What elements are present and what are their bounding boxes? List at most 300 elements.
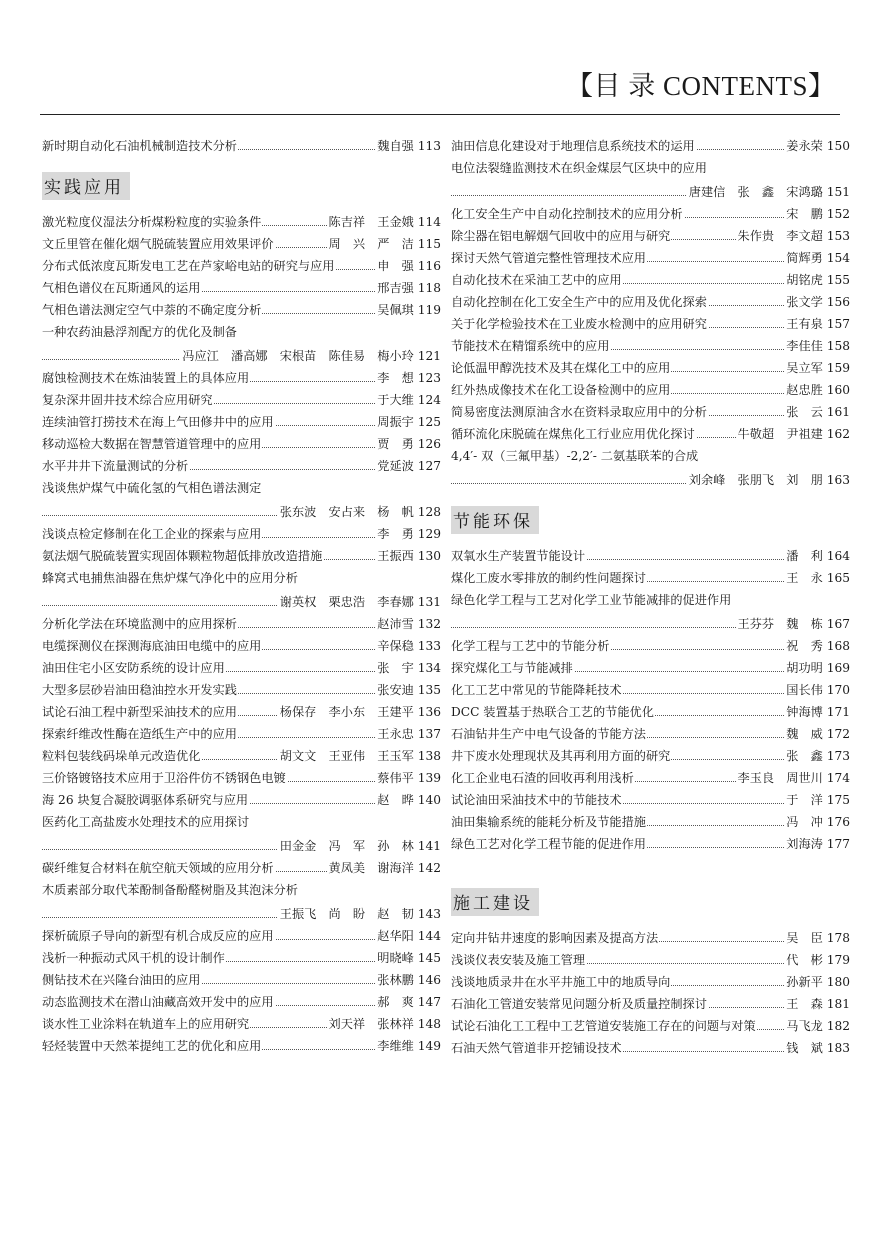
toc-entry[interactable] [42, 433, 441, 455]
toc-entry-authors: 周 兴 严 洁 [328, 237, 414, 251]
toc-entry-page: 165 [826, 571, 850, 585]
toc-entry-authors-page [784, 335, 850, 357]
toc-entry[interactable] [451, 589, 850, 635]
toc-entry[interactable] [451, 445, 850, 491]
toc-entry-authors: 简辉勇 [786, 251, 823, 265]
toc-entry-authors: 吴立军 [786, 361, 823, 375]
toc-entry-authors: 唐建信 张 鑫 宋鸿璐 [688, 185, 823, 199]
toc-entry[interactable] [42, 135, 441, 157]
toc-entry-authors-page [278, 835, 441, 857]
toc-entry-title: 浅谈焦炉煤气中硫化氢的气相色谱法测定 [42, 477, 261, 499]
toc-entry-authors-page [784, 723, 850, 745]
toc-entry-authors: 胡铭虎 [786, 273, 823, 287]
toc-entry-authors: 党延波 [377, 459, 414, 473]
toc-entry-authors-page [784, 357, 850, 379]
toc-entry-authors: 赵 晔 [377, 793, 414, 807]
toc-entry-authors-page [375, 255, 441, 277]
toc-entry[interactable] [451, 927, 850, 949]
toc-entry-page: 171 [826, 705, 850, 719]
toc-entry-title: 自动化控制在化工安全生产中的应用及优化探索 [451, 291, 708, 313]
toc-entry-title: 煤化工废水零排放的制约性问题探讨 [451, 567, 647, 589]
toc-entry[interactable] [42, 1035, 441, 1057]
toc-entry[interactable] [451, 833, 850, 855]
toc-entry-authors-page [375, 545, 441, 567]
toc-entry-title: 浅析一种振动式风干机的设计制作 [42, 947, 226, 969]
toc-entry-title: 木质素部分取代苯酚制备酚醛树脂及其泡沫分析 [42, 879, 298, 901]
toc-entry-authors: 胡文文 王亚伟 王玉军 [279, 749, 414, 763]
toc-entry-title: 新时期自动化石油机械制造技术分析 [42, 135, 238, 157]
toc-entry[interactable] [451, 745, 850, 767]
toc-entry-authors: 谢英权 栗忠浩 李春娜 [279, 595, 414, 609]
toc-entry-title: 简易密度法测原油含水在资料录取应用中的分析 [451, 401, 708, 423]
toc-entry[interactable] [42, 789, 441, 811]
toc-entry-page: 159 [826, 361, 850, 375]
toc-entry-authors: 张 鑫 [786, 749, 823, 763]
toc-entry-authors: 魏 威 [786, 727, 823, 741]
toc-entry-authors: 冯应江 潘高娜 宋根苗 陈佳易 梅小玲 [182, 349, 414, 363]
toc-entry-page: 170 [826, 683, 850, 697]
toc-entry-authors-page [784, 949, 850, 971]
toc-entry[interactable] [451, 313, 850, 335]
toc-entry[interactable] [42, 947, 441, 969]
toc-entry-authors: 钱 斌 [786, 1041, 823, 1055]
toc-entry-authors: 赵沛雪 [377, 617, 414, 631]
toc-entry-page: 136 [417, 705, 441, 719]
toc-entry-title: 浅谈地质录井在水平井施工中的地质导向 [451, 971, 671, 993]
toc-entry-authors: 赵忠胜 [786, 383, 823, 397]
toc-entry-title: 碳纤维复合材料在航空航天领域的应用分析 [42, 857, 275, 879]
toc-entry-page: 153 [826, 229, 850, 243]
toc-entry[interactable] [42, 523, 441, 545]
toc-entry-authors: 陈吉祥 王金娥 [328, 215, 414, 229]
toc-entry-page: 148 [417, 1017, 441, 1031]
toc-entry-title: 井下废水处理现状及其再利用方面的研究 [451, 745, 671, 767]
toc-entry-title: 气相色谱法测定空气中萘的不确定度分析 [42, 299, 262, 321]
toc-entry-title: 腐蚀检测技术在炼油装置上的具体应用 [42, 367, 250, 389]
toc-entry[interactable] [451, 135, 850, 157]
toc-entry-page: 149 [417, 1039, 441, 1053]
toc-entry-authors: 代 彬 [786, 953, 823, 967]
toc-entry-title: 油田集输系统的能耗分析及节能措施 [451, 811, 647, 833]
toc-entry-title: 探索纤维改性酶在造纸生产中的应用 [42, 723, 238, 745]
toc-entry-page: 182 [826, 1019, 850, 1033]
toc-column-left [42, 135, 441, 1057]
toc-entry-page: 176 [826, 815, 850, 829]
toc-entry-authors: 赵华阳 [377, 929, 414, 943]
toc-entry[interactable] [42, 879, 441, 925]
toc-entry-page: 140 [417, 793, 441, 807]
toc-entry-authors-page [375, 723, 441, 745]
toc-entry-title: 石油钻井生产中电气设备的节能方法 [451, 723, 647, 745]
toc-entry-authors-page [736, 225, 850, 247]
toc-entry-authors: 杨保存 李小东 王建平 [279, 705, 414, 719]
toc-entry[interactable] [451, 811, 850, 833]
toc-entry-authors-page [375, 947, 441, 969]
toc-entry[interactable] [42, 321, 441, 367]
toc-entry[interactable] [451, 949, 850, 971]
toc-entry-authors-page [327, 211, 441, 233]
toc-entry-authors-page [375, 969, 441, 991]
toc-entry-authors: 王振飞 尚 盼 赵 韧 [279, 907, 414, 921]
toc-entry-title: 探究煤化工与节能减排 [451, 657, 574, 679]
toc-entry-authors: 张 云 [786, 405, 823, 419]
toc-entry-authors-page [278, 745, 441, 767]
toc-entry-page: 167 [826, 617, 850, 631]
toc-entry-page: 113 [417, 139, 441, 153]
toc-entry-title: 化工企业电石渣的回收再利用浅析 [451, 767, 635, 789]
toc-entry[interactable] [42, 455, 441, 477]
toc-entry[interactable] [42, 411, 441, 433]
toc-entry-title: 化工工艺中常见的节能降耗技术 [451, 679, 623, 701]
toc-entry-authors-page [278, 501, 441, 523]
toc-entry-page: 164 [826, 549, 850, 563]
toc-entry-page: 138 [417, 749, 441, 763]
toc-entry-authors-page [784, 745, 850, 767]
toc-entry-authors-page [278, 903, 441, 925]
toc-entry-authors-page [736, 423, 850, 445]
toc-entry-title: 激光粒度仪湿法分析煤粉粒度的实验条件 [42, 211, 262, 233]
toc-entry-authors: 祝 秀 [786, 639, 823, 653]
toc-entry-title: 氨法烟气脱硫装置实现固体颗粒物超低排放改造措施 [42, 545, 323, 567]
toc-column-right [451, 135, 850, 1059]
toc-entry-authors-page [784, 401, 850, 423]
toc-entry-authors-page [375, 635, 441, 657]
toc-entry-authors: 邢吉强 [377, 281, 414, 295]
toc-entry-authors-page [375, 299, 441, 321]
toc-entry-page: 156 [826, 295, 850, 309]
toc-entry-authors-page [784, 811, 850, 833]
toc-entry-authors: 李佳佳 [786, 339, 823, 353]
toc-entry-page: 169 [826, 661, 850, 675]
toc-entry-authors-page [736, 613, 850, 635]
toc-entry-authors-page [375, 523, 441, 545]
toc-entry-authors-page [784, 313, 850, 335]
toc-entry-page: 177 [826, 837, 850, 851]
toc-entry-authors-page [375, 389, 441, 411]
toc-entry-title: 电位法裂缝监测技术在织金煤层气区块中的应用 [451, 157, 707, 179]
toc-entry-title: 分布式低浓度瓦斯发电工艺在芦家峪电站的研究与应用 [42, 255, 336, 277]
toc-entry-authors-page [375, 925, 441, 947]
toc-entry-title: 蜂窝式电捕焦油器在焦炉煤气净化中的应用分析 [42, 567, 298, 589]
toc-entry[interactable] [42, 925, 441, 947]
toc-entry-authors-page [375, 135, 441, 157]
toc-entry-authors: 牛敬超 尹祖建 [737, 427, 823, 441]
toc-entry-page: 126 [417, 437, 441, 451]
toc-entry-page: 139 [417, 771, 441, 785]
toc-entry[interactable] [42, 255, 441, 277]
toc-entry-title: 连续油管打捞技术在海上气田修井中的应用 [42, 411, 275, 433]
toc-entry-authors: 申 强 [377, 259, 414, 273]
toc-entry[interactable] [42, 613, 441, 635]
toc-entry-page: 116 [417, 259, 441, 273]
toc-entry-authors: 刘余峰 张朋飞 刘 朋 [688, 473, 823, 487]
toc-entry-title: 油田住宅小区安防系统的设计应用 [42, 657, 226, 679]
toc-entry-title: 化学工程与工艺中的节能分析 [451, 635, 610, 657]
toc-entry[interactable] [42, 299, 441, 321]
toc-entry-authors: 李维维 [377, 1039, 414, 1053]
toc-entry-title: 试论石油化工工程中工艺管道安装施工存在的问题与对策 [451, 1015, 757, 1037]
toc-entry[interactable] [42, 969, 441, 991]
toc-entry-authors: 黄凤美 谢海洋 [328, 861, 414, 875]
toc-entry-title: 浅谈点检定修制在化工企业的探索与应用 [42, 523, 262, 545]
toc-entry-page: 163 [826, 473, 850, 487]
toc-entry-page: 115 [417, 237, 441, 251]
toc-entry-page: 168 [826, 639, 850, 653]
section-heading-label: 施工建设 [451, 888, 539, 916]
toc-entry-authors-page [784, 1037, 850, 1059]
toc-entry-page: 158 [826, 339, 850, 353]
toc-entry[interactable] [451, 767, 850, 789]
section-heading [451, 873, 850, 927]
section-heading-label: 实践应用 [42, 172, 130, 200]
toc-entry-authors-page [327, 1013, 441, 1035]
toc-entry[interactable] [451, 269, 850, 291]
toc-entry[interactable] [42, 545, 441, 567]
toc-entry-authors-page [687, 181, 850, 203]
toc-entry-title: 试论油田采油技术中的节能技术 [451, 789, 623, 811]
toc-entry-authors: 吴 臣 [786, 931, 823, 945]
toc-entry-authors-page [278, 591, 441, 613]
toc-entry-page: 123 [417, 371, 441, 385]
toc-entry[interactable] [451, 971, 850, 993]
toc-entry-authors: 潘 利 [786, 549, 823, 563]
toc-entry-authors: 于大维 [377, 393, 414, 407]
toc-entry[interactable] [42, 767, 441, 789]
toc-entry-page: 157 [826, 317, 850, 331]
section-spacer [451, 855, 850, 873]
toc-entry-authors-page [784, 971, 850, 993]
toc-entry-authors: 辛保稳 [377, 639, 414, 653]
toc-entry-title: 粒料包装线码垛单元改造优化 [42, 745, 201, 767]
toc-entry-authors: 吴佩琪 [377, 303, 414, 317]
toc-entry[interactable] [42, 657, 441, 679]
toc-entry-page: 141 [417, 839, 441, 853]
toc-entry-page: 143 [417, 907, 441, 921]
section-heading [42, 157, 441, 211]
toc-entry-authors-page [375, 411, 441, 433]
toc-entry-authors: 王 森 [786, 997, 823, 1011]
toc-entry-title: 石油天然气管道非开挖铺设技术 [451, 1037, 623, 1059]
toc-entry-title: 水平井井下流量测试的分析 [42, 455, 189, 477]
toc-entry-authors-page [327, 857, 441, 879]
toc-entry-authors: 魏自强 [377, 139, 414, 153]
toc-entry-authors-page [784, 247, 850, 269]
toc-entry[interactable] [42, 679, 441, 701]
toc-entry[interactable] [42, 233, 441, 255]
section-heading [451, 491, 850, 545]
toc-entry[interactable] [42, 277, 441, 299]
toc-entry-authors: 刘海涛 [786, 837, 823, 851]
toc-entry-title: 移动巡检大数据在智慧管道管理中的应用 [42, 433, 262, 455]
toc-entry-title: 定向井钻井速度的影响因素及提高方法 [451, 927, 659, 949]
toc-entry-authors-page [784, 379, 850, 401]
toc-entry-title: 动态监测技术在潜山油藏高效开发中的应用 [42, 991, 275, 1013]
toc-entry-authors-page [784, 927, 850, 949]
toc-entry-authors: 李玉良 周世川 [737, 771, 823, 785]
toc-entry-title: 除尘器在铝电解烟气回收中的应用与研究 [451, 225, 671, 247]
toc-entry[interactable] [451, 1037, 850, 1059]
toc-entry-authors: 朱作贵 李文超 [737, 229, 823, 243]
toc-entry-page: 119 [417, 303, 441, 317]
toc-entry-title: 节能技术在精馏系统中的应用 [451, 335, 610, 357]
toc-entry-authors-page [180, 345, 441, 367]
toc-entry[interactable] [42, 567, 441, 613]
toc-entry[interactable] [451, 401, 850, 423]
toc-entry-page: 160 [826, 383, 850, 397]
toc-entry-authors-page [784, 269, 850, 291]
section-heading-label: 节能环保 [451, 506, 539, 534]
toc-entry-authors: 贾 勇 [377, 437, 414, 451]
toc-entry-title: 探讨天然气管道完整性管理技术应用 [451, 247, 647, 269]
toc-entry-authors-page [784, 545, 850, 567]
toc-entry[interactable] [42, 701, 441, 723]
toc-entry-page: 144 [417, 929, 441, 943]
toc-entry-authors-page [278, 701, 441, 723]
toc-entry-page: 151 [826, 185, 850, 199]
toc-entry[interactable] [42, 857, 441, 879]
toc-entry-page: 161 [826, 405, 850, 419]
toc-entry-authors-page [784, 203, 850, 225]
toc-entry-authors: 郝 爽 [377, 995, 414, 1009]
toc-entry-authors-page [784, 701, 850, 723]
toc-entry[interactable] [42, 477, 441, 523]
toc-entry-authors-page [784, 291, 850, 313]
toc-entry-title: 大型多层砂岩油田稳油控水开发实践 [42, 679, 238, 701]
toc-entry-authors: 国长伟 [786, 683, 823, 697]
toc-entry-page: 145 [417, 951, 441, 965]
toc-entry[interactable] [42, 745, 441, 767]
toc-entry[interactable] [42, 635, 441, 657]
toc-entry[interactable] [451, 657, 850, 679]
toc-entry-title: 轻烃装置中天然苯提纯工艺的优化和应用 [42, 1035, 262, 1057]
toc-entry[interactable] [42, 811, 441, 857]
toc-entry-title: 油田信息化建设对于地理信息系统技术的运用 [451, 135, 696, 157]
toc-entry-authors-page [375, 679, 441, 701]
toc-entry[interactable] [42, 1013, 441, 1035]
toc-entry-authors: 冯 冲 [786, 815, 823, 829]
toc-entry-authors-page [375, 767, 441, 789]
toc-entry[interactable] [451, 635, 850, 657]
toc-entry-authors-page [784, 135, 850, 157]
toc-entry-authors-page [375, 277, 441, 299]
toc-entry-authors-page [375, 657, 441, 679]
toc-entry-title: 侧钻技术在兴隆台油田的应用 [42, 969, 201, 991]
toc-entry-authors-page [784, 1015, 850, 1037]
toc-entry[interactable] [451, 423, 850, 445]
toc-entry[interactable] [42, 389, 441, 411]
toc-entry-page: 130 [417, 549, 441, 563]
toc-entry-authors-page [736, 767, 850, 789]
toc-entry[interactable] [451, 157, 850, 203]
toc-entry-title: 红外热成像技术在化工设备检测中的应用 [451, 379, 671, 401]
toc-entry[interactable] [451, 701, 850, 723]
toc-entry[interactable] [451, 567, 850, 589]
toc-entry[interactable] [451, 789, 850, 811]
toc-entry-page: 173 [826, 749, 850, 763]
toc-entry-authors: 王 永 [786, 571, 823, 585]
toc-entry-authors: 张安迪 [377, 683, 414, 697]
toc-entry-page: 131 [417, 595, 441, 609]
toc-entry-title: DCC 装置基于热联合工艺的节能优化 [451, 701, 655, 723]
toc-entry-authors: 李 想 [377, 371, 414, 385]
toc-entry[interactable] [42, 723, 441, 745]
toc-entry-page: 132 [417, 617, 441, 631]
toc-entry[interactable] [451, 225, 850, 247]
toc-entry-page: 121 [417, 349, 441, 363]
toc-entry-page: 124 [417, 393, 441, 407]
toc-entry-title: 自动化技术在采油工艺中的应用 [451, 269, 623, 291]
toc-entry-title: 探析硫原子导向的新型有机合成反应的应用 [42, 925, 275, 947]
toc-entry-page: 125 [417, 415, 441, 429]
toc-entry-title: 电缆探测仪在探测海底油田电缆中的应用 [42, 635, 262, 657]
toc-entry-page: 146 [417, 973, 441, 987]
toc-entry-page: 114 [417, 215, 441, 229]
toc-entry[interactable] [451, 357, 850, 379]
toc-entry-authors-page [375, 789, 441, 811]
toc-entry-authors: 王振西 [377, 549, 414, 563]
toc-entry[interactable] [451, 291, 850, 313]
toc-entry-page: 178 [826, 931, 850, 945]
toc-entry-title: 论低温甲醇洗技术及其在煤化工中的应用 [451, 357, 671, 379]
toc-entry-page: 134 [417, 661, 441, 675]
toc-entry-page: 152 [826, 207, 850, 221]
toc-entry[interactable] [451, 679, 850, 701]
toc-entry-title: 4,4′- 双（三氟甲基）-2,2′- 二氨基联苯的合成 [451, 445, 698, 467]
toc-entry-authors-page [375, 433, 441, 455]
toc-entry[interactable] [451, 723, 850, 745]
toc-entry-authors: 王芬芬 魏 栋 [737, 617, 823, 631]
toc-entry-authors: 钟海博 [786, 705, 823, 719]
toc-entry-authors: 明晓峰 [377, 951, 414, 965]
toc-entry[interactable] [451, 1015, 850, 1037]
toc-entry-page: 150 [826, 139, 850, 153]
toc-entry-authors: 张文学 [786, 295, 823, 309]
toc-entry-authors-page [375, 613, 441, 635]
toc-entry-page: 175 [826, 793, 850, 807]
toc-entry-authors-page [327, 233, 441, 255]
toc-entry[interactable] [451, 247, 850, 269]
toc-entry-authors-page [375, 991, 441, 1013]
toc-entry-authors: 王有泉 [786, 317, 823, 331]
toc-entry-authors: 姜永荣 [786, 139, 823, 153]
toc-entry-page: 181 [826, 997, 850, 1011]
toc-entry-page: 172 [826, 727, 850, 741]
toc-entry-title: 化工安全生产中自动化控制技术的应用分析 [451, 203, 684, 225]
toc-entry-authors: 宋 鹏 [786, 207, 823, 221]
toc-entry[interactable] [42, 211, 441, 233]
toc-entry[interactable] [451, 545, 850, 567]
toc-entry[interactable] [451, 993, 850, 1015]
toc-entry[interactable] [451, 335, 850, 357]
toc-entry[interactable] [42, 367, 441, 389]
toc-entry-title: 双氧水生产装置节能设计 [451, 545, 586, 567]
toc-entry[interactable] [42, 991, 441, 1013]
toc-entry[interactable] [451, 379, 850, 401]
toc-entry-authors-page [784, 567, 850, 589]
toc-entry-page: 135 [417, 683, 441, 697]
toc-entry-authors-page [687, 469, 850, 491]
toc-entry-title: 三价铬镀铬技术应用于卫浴件仿不锈钢色电镀 [42, 767, 287, 789]
toc-entry-page: 127 [417, 459, 441, 473]
toc-entry-page: 147 [417, 995, 441, 1009]
toc-entry-title: 医药化工高盐废水处理技术的应用探讨 [42, 811, 249, 833]
header-rule [40, 114, 840, 115]
toc-entry-title: 试论石油工程中新型采油技术的应用 [42, 701, 238, 723]
toc-entry-authors: 于 洋 [786, 793, 823, 807]
toc-entry[interactable] [451, 203, 850, 225]
toc-entry-authors-page [784, 993, 850, 1015]
toc-entry-page: 180 [826, 975, 850, 989]
